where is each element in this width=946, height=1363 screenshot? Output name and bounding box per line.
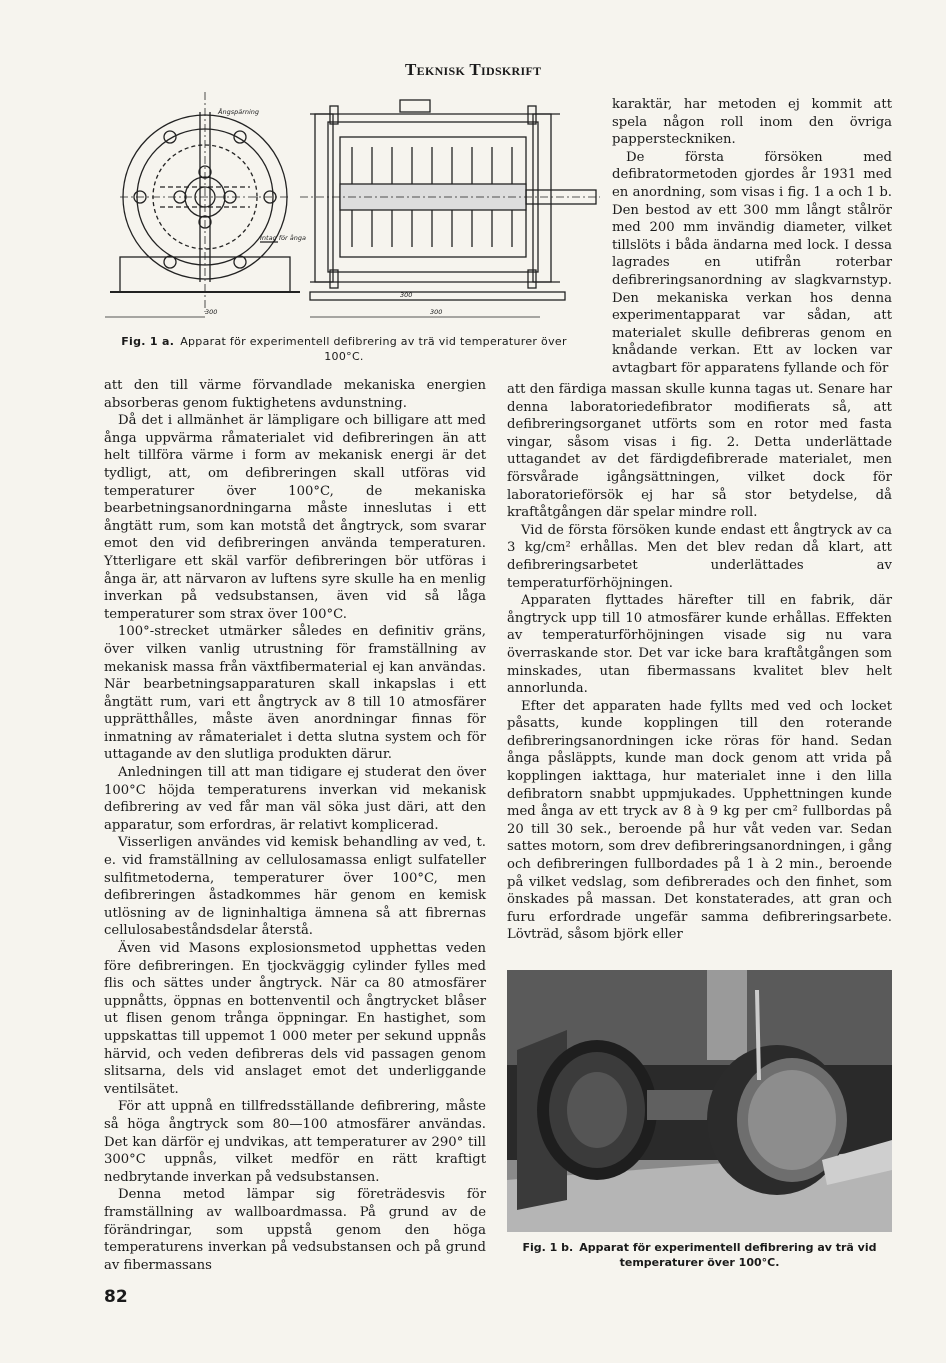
paragraph: För att uppnå en tillfredsställande defibrering, måste så höga ångtryck som 80—100 atmosfärer användas. Det kan därför ej undvikas, att temperaturer av 290° till 300°C uppnås, vilket medför en rätt kraftigt nedbrytande inverkan på vedsubstansen.	[104, 1099, 486, 1185]
paragraph: Visserligen användes vid kemisk behandling av ved, t. e. vid framställning av cellulosamassa enligt sulfateller sulfitmetoderna, temperaturer över 100°C, men defibreringen åstadkommes här genom en kemisk utlösning av de ligninhaltiga ämnena så att fibrernas cellulosabeståndsdelar återstå.	[104, 835, 486, 939]
fig1b-caption	[507, 1240, 892, 1270]
paragraph: karaktär, har metoden ej kommit att spela någon roll inom den övriga pappersteckniken.	[612, 97, 892, 148]
fig1a-caption-text: Apparat för experimentell defibrering av trä vid temperaturer över 100°C.	[180, 335, 567, 363]
dim-left: 300	[205, 308, 218, 316]
paragraph: Apparaten flyttades härefter till en fabrik, där ångtryck upp till 10 atmosfärer kunde erhållas. Effekten av temperaturförhöjningen visade sig nu vara överraskande stor. Det var icke bara kraftåtgången som minskades, utan fibermassans kvalitet blev helt annorlunda.	[507, 593, 892, 697]
fig1a-technical-drawing	[100, 92, 600, 324]
paragraph: Då det i allmänhet är lämpligare och billigare att med ånga uppvärma råmaterialet vid defibreringen än att helt tillföra värme i form av mekanisk energi är det tydligt, att, om defibreringen skall utföras vid temperaturer över 100°C, de mekaniska bearbetningsanordningarna måste inneslutas i ett ångtätt rum, som kan motstå det ångtryck, som svarar emot den vid defibreringen använda temperaturen. Ytterligare ett skäl varför defibreringen bör utföras i ånga är, att närvaron av luftens syre skulle ha en menlig inverkan på vedsubstansen, även vid så låga temperaturer som strax över 100°C.	[104, 413, 486, 622]
paragraph: att den till värme förvandlade mekaniska energien absorberas genom fuktighetens avdunstning.	[104, 378, 486, 411]
paragraph: Även vid Masons explosionsmetod upphettas veden före defibreringen. En tjockväggig cylinder fylles med flis och sättes under ångtryck. När ca 80 atmosfärer uppnåtts, öppnas en bottenventil och ångtrycket blåser ut flisen genom trånga öppningar. En hastighet, som uppskattas till uppemot 1 000 meter per sekund uppnås härvid, och veden defibreras dels vid passagen genom slitsarna, dels vid anslaget emot det underliggande ventilsätet.	[104, 941, 486, 1097]
journal-header: Teknisk Tidskrift	[405, 60, 542, 79]
annotation-inlet: Intag för ånga	[260, 234, 306, 242]
page-number: 82	[104, 1287, 128, 1307]
fig1b-photograph	[507, 970, 892, 1232]
dim-right-top: 300	[400, 291, 413, 299]
paragraph: Denna metod lämpar sig företrädesvis för framställning av wallboardmassa. På grund av de förändringar, som uppstå genom den höga temperaturens inverkan på vedsubstansen och på grund av fibermassans	[104, 1187, 486, 1273]
left-column	[104, 377, 486, 1274]
paragraph: Efter det apparaten hade fyllts med ved och locket påsatts, kunde kopplingen till den roterande defibreringsanordningen icke röras för hand. Sedan ånga påsläppts, kunde man dock genom att vrida på kopplingen iakttaga, hur materialet inne i den lilla defibratorn snabbt uppmjukades. Upphettningen kunde med ånga av ett tryck av 8 à 9 kg per cm² fullbordas på 20 till 30 sek., beroende på hur våt veden var. Sedan sattes motorn, som drev defibreringsanordningen, i gång och defibreringen fullbordades på 1 à 2 min., beroende på vilket vedslag, som defibrerades och den finhet, som önskades på massan. Det konstaterades, att gran och furu erfordrade ungefär samma defibreringsarbete. Lövträd, såsom björk eller	[507, 698, 892, 943]
paragraph: Vid de första försöken kunde endast ett ångtryck av ca 3 kg/cm² erhållas. Men det blev redan då klart, att defibreringsarbetet underlättades av temperaturförhöjningen.	[507, 522, 892, 591]
paragraph: 100°-strecket utmärker således en definitiv gräns, över vilken vanlig utrustning för framställning av mekanisk massa från växtfibermaterial ej kan användas. När bearbetningsapparaturen skall inkapslas i ett ångtätt rum, vari ett ångtryck av 8 till 10 atmosfärer upprätthålles, måste även anordningar finnas för inmatning av råmaterialet i detta slutna system och för uttagande av den slutliga produkten därur.	[104, 624, 486, 763]
fig1b-label: Fig. 1 b.	[522, 1241, 574, 1254]
right-column-top	[612, 96, 892, 378]
fig1b-caption-text: Apparat för experimentell defibrering av trä vid temperaturer över 100°C.	[579, 1241, 877, 1269]
fig1a-label: Fig. 1 a.	[121, 335, 175, 348]
right-column	[507, 381, 892, 944]
paragraph: att den färdiga massan skulle kunna tagas ut. Senare har denna laboratoriedefibrator modifierats så, att defibreringsorganet utförts som en rotor med fasta vingar, såsom visas i fig. 2. Detta underlättade uttagandet av det färdigdefibrerade materialet, men försvårade igångsättningen, vilket dock för laboratorieförsök ej har så stor betydelse, då kraftåtgången där spelar mindre roll.	[507, 382, 892, 521]
paragraph: De första försöken med defibratormetoden gjordes år 1931 med en anordning, som visas i fig. 1 a och 1 b. Den bestod av ett 300 mm långt stålrör med 200 mm invändig diameter, vilket tillslöts i båda ändarna med lock. I dessa lagrades en utifrån roterbar defibreringsanordning av slagkvarnstyp. Den mekaniska verkan hos denna experimentapparat var sådan, att materialet skulle defibreras genom en knådande verkan. Ett av locken var avtagbart för apparatens fyllande och för	[612, 149, 892, 376]
dim-right-bottom: 300	[430, 308, 443, 316]
paragraph: Anledningen till att man tidigare ej studerat den över 100°C höjda temperaturens inverkan vid mekanisk defibrering av ved får man väl söka just däri, att den apparatur, som erfordras, är relativt komplicerad.	[104, 765, 486, 833]
fig1a-caption	[104, 334, 584, 364]
annotation-top: Ångspärning	[218, 108, 260, 116]
